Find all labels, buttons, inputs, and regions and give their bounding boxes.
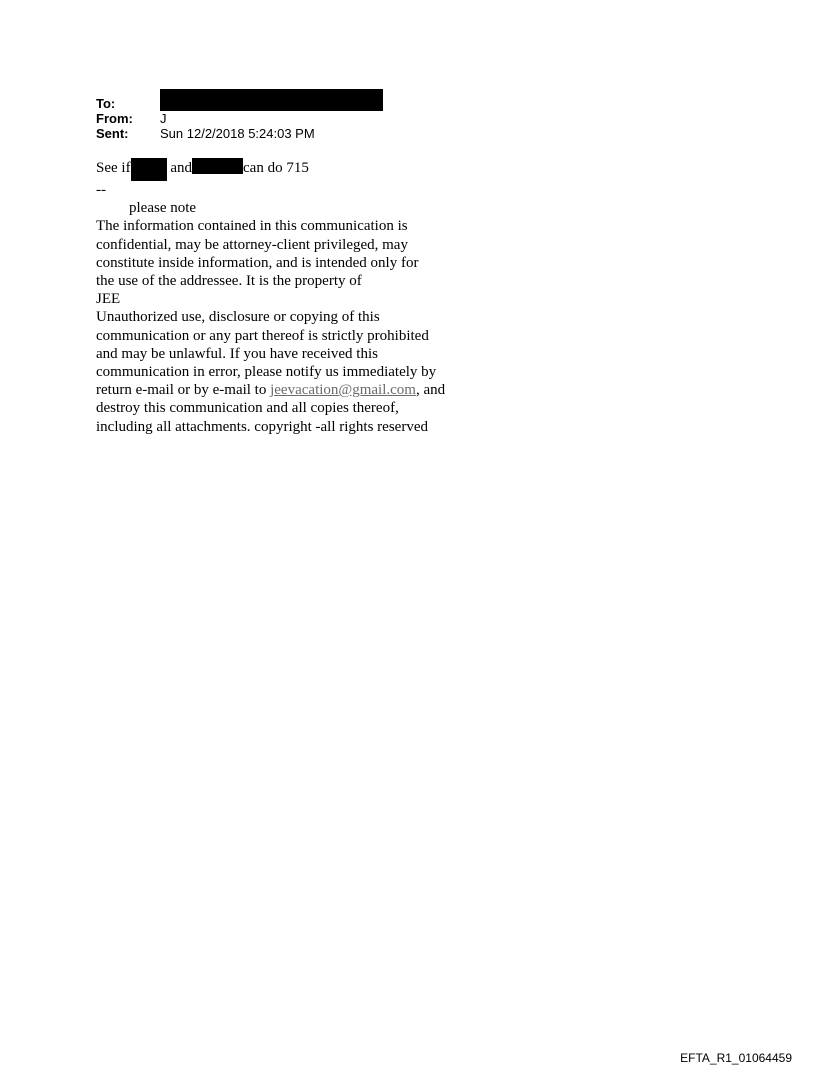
email-body: [96, 158, 516, 436]
sent-label: Sent:: [96, 126, 129, 141]
disclaimer-line: the use of the addressee. It is the property of: [96, 273, 362, 290]
sent-row: [96, 126, 383, 141]
return-prefix: return e-mail or by e-mail to: [96, 382, 271, 399]
email-header: [96, 96, 383, 141]
document-id: EFTA_R1_01064459: [680, 1051, 792, 1065]
message-line: [96, 158, 516, 181]
from-label: From:: [96, 111, 133, 126]
return-suffix: , and: [415, 382, 446, 399]
to-label: To:: [96, 96, 116, 111]
to-row: [96, 96, 383, 111]
signature-separator: --: [96, 182, 106, 198]
from-row: [96, 111, 383, 126]
disclaimer-line: JEE: [96, 291, 121, 308]
message-text-2: and: [170, 160, 192, 176]
disclaimer-line: communication or any part thereof is strictly prohibited: [96, 327, 429, 344]
disclaimer-line: Unauthorized use, disclosure or copying of this: [96, 309, 380, 326]
message-text-1: See if: [96, 160, 131, 176]
disclaimer-line: and may be unlawful. If you have received this: [96, 345, 378, 362]
disclaimer-line: including all attachments. copyright -all rights reserved: [96, 418, 428, 435]
redacted-name-1: [131, 158, 167, 181]
disclaimer-line-email: [96, 381, 516, 399]
please-note: please note: [129, 200, 197, 217]
redacted-recipient: [160, 89, 383, 111]
disclaimer-line: The information contained in this communication is: [96, 218, 408, 235]
message-text-3: can do 715: [243, 160, 309, 176]
disclaimer-line: destroy this communication and all copies thereof,: [96, 400, 399, 417]
disclaimer-line: communication in error, please notify us immediately by: [96, 364, 437, 381]
redacted-name-2: [192, 158, 243, 174]
sent-value: Sun 12/2/2018 5:24:03 PM: [160, 126, 315, 141]
disclaimer-line: confidential, may be attorney-client privileged, may: [96, 236, 408, 253]
disclaimer-line: constitute inside information, and is intended only for: [96, 254, 419, 271]
email-link[interactable]: jeevacation@gmail.com: [270, 382, 416, 399]
from-value: J: [160, 111, 167, 126]
